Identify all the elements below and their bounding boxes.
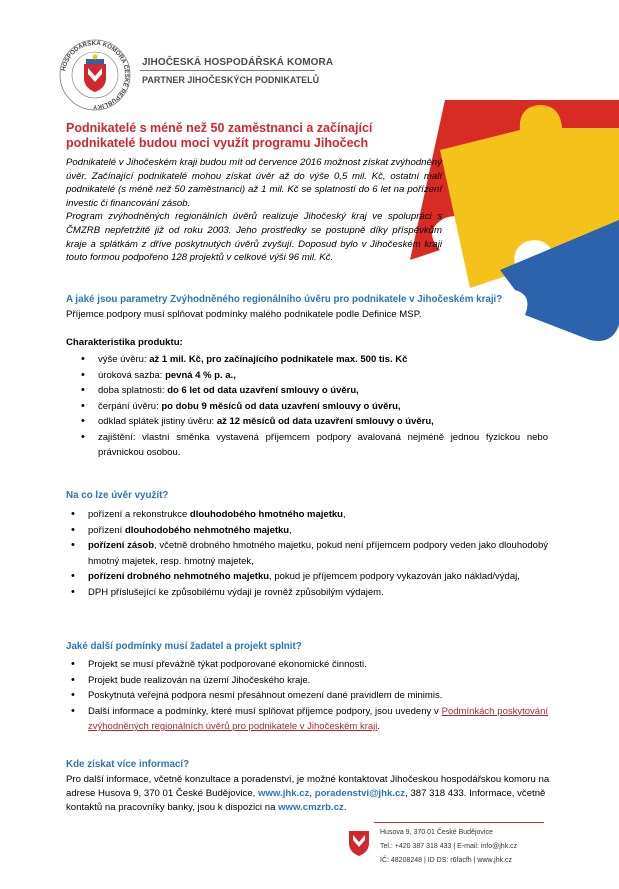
poradenstvi-email-link[interactable]: poradenstvi@jhk.cz [314, 788, 406, 799]
footer-address: Husova 9, 370 01 České Budějovice [380, 829, 493, 836]
section-heading-more-info: Kde získat více informací? [66, 759, 190, 770]
list-item: • DPH příslušející ke způsobilému výdaji je rovněž způsobilým výdajem. [66, 585, 548, 601]
conditions-list [66, 657, 548, 735]
list-item: • úroková sazba: pevná 4 % p. a., [76, 368, 548, 384]
list-item: • čerpání úvěru: po dobu 9 měsíců od data uzavření smlouvy o úvěru, [76, 399, 548, 415]
intro-paragraph: Podnikatelé v Jihočeském kraji budou mít od července 2016 možnost získat zvýhodněný úvěr. Začínající podnikatelé mohou získat úvěr až do výše 0,5 mil. Kč, ostatní malí podnikatelé (s méně než 50 zaměstnanci) až 1 mil. Kč se splatností do 6 let na pořízení investic či financování zásob. [66, 157, 442, 209]
section-heading-conditions: Jaké další podmínky musí žadatel a projekt splnit? [66, 641, 302, 652]
list-item: • odklad splátek jistiny úvěru: až 12 měsíců od data uzavření smlouvy o úvěru, [76, 414, 548, 430]
footer-crest-icon [346, 828, 372, 858]
list-item: • pořízení drobného nehmotného majetku, pokud je příjemcem podpory vykazován jako náklad/výdaj, [66, 569, 548, 585]
footer-ids: IČ: 48208248 | ID DS: r6facfh | www.jhk.cz [380, 857, 513, 864]
conditions-document-link[interactable]: Podmínkách poskytování zvýhodněných regionálních úvěrů pro podnikatele v Jihočeském kraji [88, 705, 548, 732]
cmzrb-website-link[interactable]: www.cmzrb.cz [278, 802, 344, 813]
section-heading-usage: Na co lze úvěr využít? [66, 490, 169, 501]
intro-text [66, 156, 442, 265]
list-item: • pořízení dlouhodobého nehmotného majetku, [66, 523, 548, 539]
footer-contact [380, 826, 517, 868]
list-item: • Další informace a podmínky, které musí splňovat příjemce podpory, jsou uvedeny v Podmínkách poskytování zvýhodněných regionálních úvěrů pro podnikatele v Jihočeském kraji. [66, 704, 548, 735]
footer-divider [374, 822, 544, 823]
organization-name: JIHOČESKÁ HOSPODÁŘSKÁ KOMORA [142, 57, 334, 68]
usage-list [66, 507, 548, 600]
jhk-website-link[interactable]: www.jhk.cz [258, 788, 310, 799]
list-item: • výše úvěru: až 1 mil. Kč, pro začínajícího podnikatele max. 500 tis. Kč [76, 352, 548, 368]
section-parameters-text: Příjemce podpory musí splňovat podmínky malého podnikatele podle Definice MSP. [66, 309, 422, 320]
list-item: • Projekt bude realizován na území Jihočeského kraje. [66, 673, 548, 689]
header-divider [140, 70, 315, 71]
list-item: • zajištění: vlastní směnka vystavená příjemcem podpory avalovaná nejméně jednou fyzickou nebo právnickou osobou. [76, 430, 548, 461]
more-info-text: Pro další informace, včetně konzultace a poradenství, je možné kontaktovat Jihočeskou hospodářskou komoru na adrese Husova 9, 370 01 České Budějovice, www.jhk.cz, poradenstvi@jhk.cz, 387 318 433. Informace, včetně kontaktů na pracovníky banky, jsou k dispozici na www.cmzrb.cz. [66, 774, 550, 813]
characteristics-list [76, 352, 548, 461]
list-item: • Poskytnutá veřejná podpora nesmí přesáhnout omezení dané pravidlem de minimis. [66, 688, 548, 704]
footer-phone-email: Tel.: +420 387 318 433 | E-mail: info@jhk.cz [380, 843, 518, 850]
article-title: Podnikatelé s méně než 50 zaměstnanci a začínající podnikatelé budou moci využít programu Jihočech [66, 121, 373, 150]
characteristics-heading: Charakteristika produktu: [66, 337, 183, 348]
section-heading-parameters: A jaké jsou parametry Zvýhodněného regionálního úvěru pro podnikatele v Jihočeském kraji? [66, 294, 503, 305]
list-item: • doba splatnosti: do 6 let od data uzavření smlouvy o úvěru, [76, 383, 548, 399]
list-item: • pořízení a rekonstrukce dlouhodobého hmotného majetku, [66, 507, 548, 523]
list-item: • Projekt se musí převážně týkat podporované ekonomické činnosti. [66, 657, 548, 673]
svg-text:HOSPODÁŘSKÁ KOMORA ČESKÉ REPUB: HOSPODÁŘSKÁ KOMORA ČESKÉ REPUBLIKY [60, 39, 131, 111]
chamber-logo [58, 38, 132, 112]
intro-paragraph: Program zvýhodněných regionálních úvěrů realizuje Jihočeský kraj ve spolupráci s ČMZRB nepřetržitě již od roku 2003. Jeho prostředky se postupně díky příspěvkům kraje a splátkám z dříve poskytnutých úvěrů zvyšují. Doposud bylo v Jihočeském kraji touto formou podpořeno 128 projektů v celkové výši 96 mil. Kč. [66, 211, 442, 264]
list-item: • pořízení zásob, včetně drobného hmotného majetku, pokud není příjemcem podpory veden jako dlouhodobý hmotný majetek, resp. hmotný majetek, [66, 538, 548, 569]
organization-subtitle: PARTNER JIHOČESKÝCH PODNIKATELŮ [142, 75, 320, 85]
